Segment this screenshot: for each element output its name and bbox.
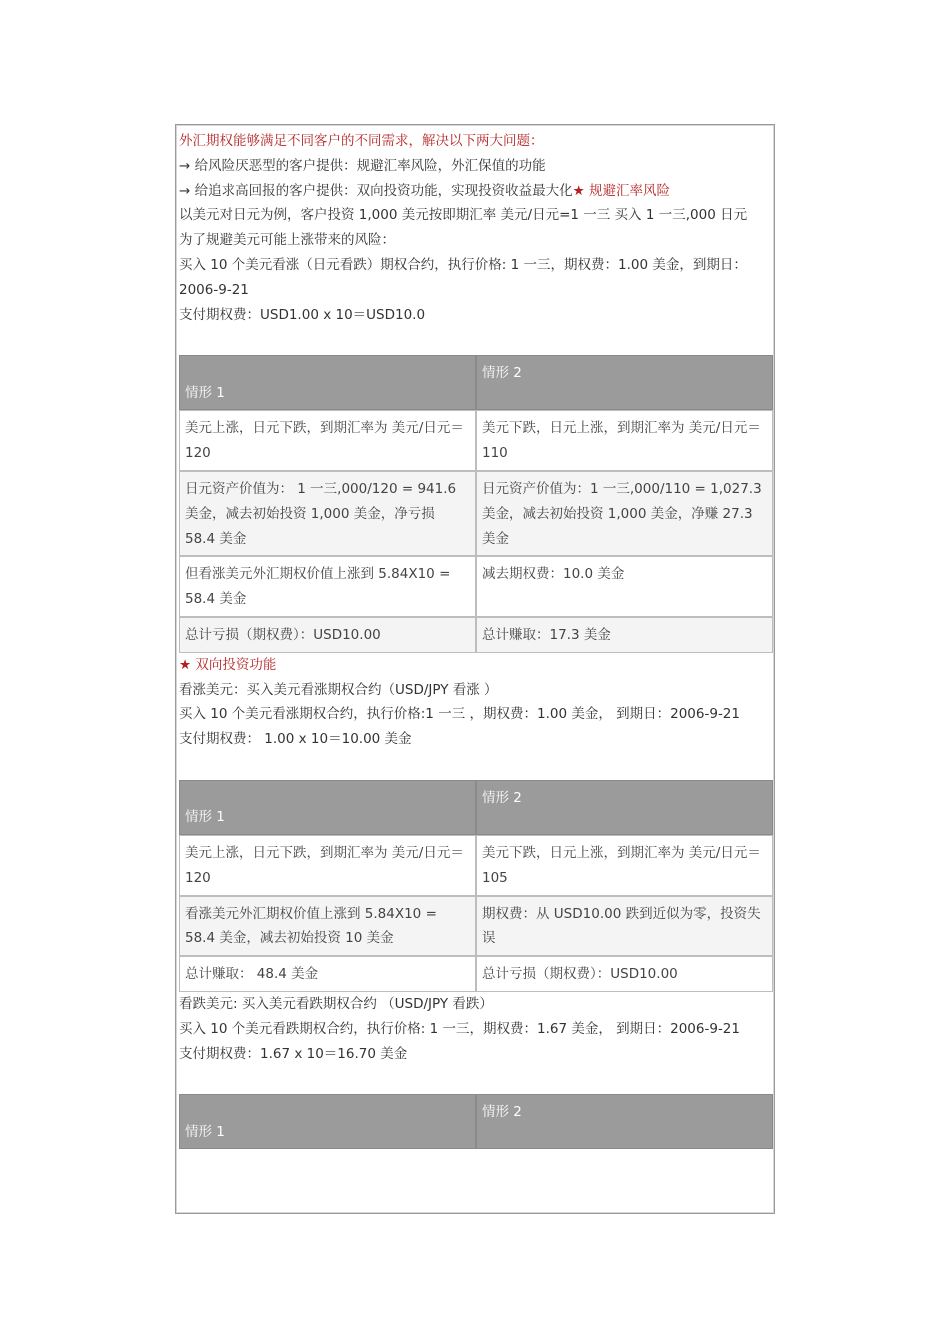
spacer: [179, 327, 769, 355]
star-heading-two-way: ★ 双向投资功能: [179, 656, 277, 673]
table-row: [179, 956, 773, 992]
table-header-scenario-2: 情形 2: [476, 355, 773, 410]
table-row: [179, 617, 773, 653]
table-cell: 期权费：从 USD10.00 跌到近似为零，投资失误: [476, 896, 773, 957]
star-heading-hedging: ★ 规避汇率风险: [572, 182, 671, 199]
table-cell: 总计亏损（期权费）：USD10.00: [179, 617, 476, 653]
table-row: [179, 896, 773, 957]
document-content: [179, 129, 769, 1149]
table-header-scenario-2: 情形 2: [476, 1094, 773, 1149]
table-header-scenario-1: 情形 1: [179, 780, 476, 835]
intro-line-1: 以美元对日元为例，客户投资 1,000 美元按即期汇率 美元/日元=1 一三 买入 1 一三,000 日元: [179, 207, 748, 224]
intro-title: 外汇期权能够满足不同客户的不同需求，解决以下两大问题：: [179, 133, 544, 149]
spacer: [179, 1066, 769, 1094]
scenario-table-1: [179, 355, 773, 652]
table-header-row: [179, 1094, 773, 1149]
table-cell: 美元上涨，日元下跌，到期汇率为 美元/日元＝120: [179, 835, 476, 896]
table-cell: 但看涨美元外汇期权价值上涨到 5.84X10 = 58.4 美金: [179, 556, 476, 617]
table-cell: 总计亏损（期权费）：USD10.00: [476, 956, 773, 992]
table-header-scenario-1: 情形 1: [179, 355, 476, 410]
table-row: [179, 835, 773, 896]
intro-line-4: 支付期权费：USD1.00 x 10＝USD10.0: [179, 306, 426, 323]
table-cell: 日元资产价值为：1 一三,000/110 = 1,027.3 美金，减去初始投资 1,000 美金，净赚 27.3 美金: [476, 471, 773, 556]
section3-line-1: 看跌美元: 买入美元看跌期权合约 （USD/JPY 看跌）: [179, 995, 493, 1012]
table-cell: 总计赚取：17.3 美金: [476, 617, 773, 653]
table-cell: 总计赚取： 48.4 美金: [179, 956, 476, 992]
section3-line-2: 买入 10 个美元看跌期权合约，执行价格: 1 一三，期权费：1.67 美金， 到期日：2006-9-21: [179, 1020, 740, 1037]
section3-line-3: 支付期权费：1.67 x 10＝16.70 美金: [179, 1045, 408, 1062]
table-row: [179, 410, 773, 471]
intro-line-3: 买入 10 个美元看涨（日元看跌）期权合约，执行价格: 1 一三，期权费：1.00 美金，到期日：2006-9-21: [179, 256, 747, 298]
intro-point-2: [179, 179, 769, 204]
section2-line-3: 支付期权费： 1.00 x 10＝10.00 美金: [179, 731, 412, 748]
scenario-table-2: [179, 780, 773, 992]
table-header-row: [179, 780, 773, 835]
document-frame: [175, 124, 775, 1214]
table-row: [179, 471, 773, 556]
intro-point-2-text: → 给追求高回报的客户提供：双向投资功能，实现投资收益最大化: [179, 182, 573, 199]
scenario-table-3: [179, 1094, 773, 1149]
table-row: [179, 556, 773, 617]
table-cell: 看涨美元外汇期权价值上涨到 5.84X10 = 58.4 美金，减去初始投资 10 美金: [179, 896, 476, 957]
table-cell: 减去期权费：10.0 美金: [476, 556, 773, 617]
table-cell: 美元下跌，日元上涨，到期汇率为 美元/日元＝105: [476, 835, 773, 896]
intro-point-1: → 给风险厌恶型的客户提供：规避汇率风险，外汇保值的功能: [179, 157, 546, 174]
section2-line-2: 买入 10 个美元看涨期权合约，执行价格:1 一三 ，期权费：1.00 美金， 到期日：2006-9-21: [179, 706, 740, 723]
intro-line-2: 为了规避美元可能上涨带来的风险：: [179, 232, 395, 249]
table-header-scenario-2: 情形 2: [476, 780, 773, 835]
table-header-row: [179, 355, 773, 410]
table-cell: 美元上涨，日元下跌，到期汇率为 美元/日元＝120: [179, 410, 476, 471]
spacer: [179, 752, 769, 780]
table-header-scenario-1: 情形 1: [179, 1094, 476, 1149]
section2-line-1: 看涨美元：买入美元看涨期权合约（USD/JPY 看涨 ）: [179, 681, 498, 698]
table-cell: 日元资产价值为： 1 一三,000/120 = 941.6 美金，减去初始投资 1,000 美金，净亏损 58.4 美金: [179, 471, 476, 556]
table-cell: 美元下跌，日元上涨，到期汇率为 美元/日元＝110: [476, 410, 773, 471]
